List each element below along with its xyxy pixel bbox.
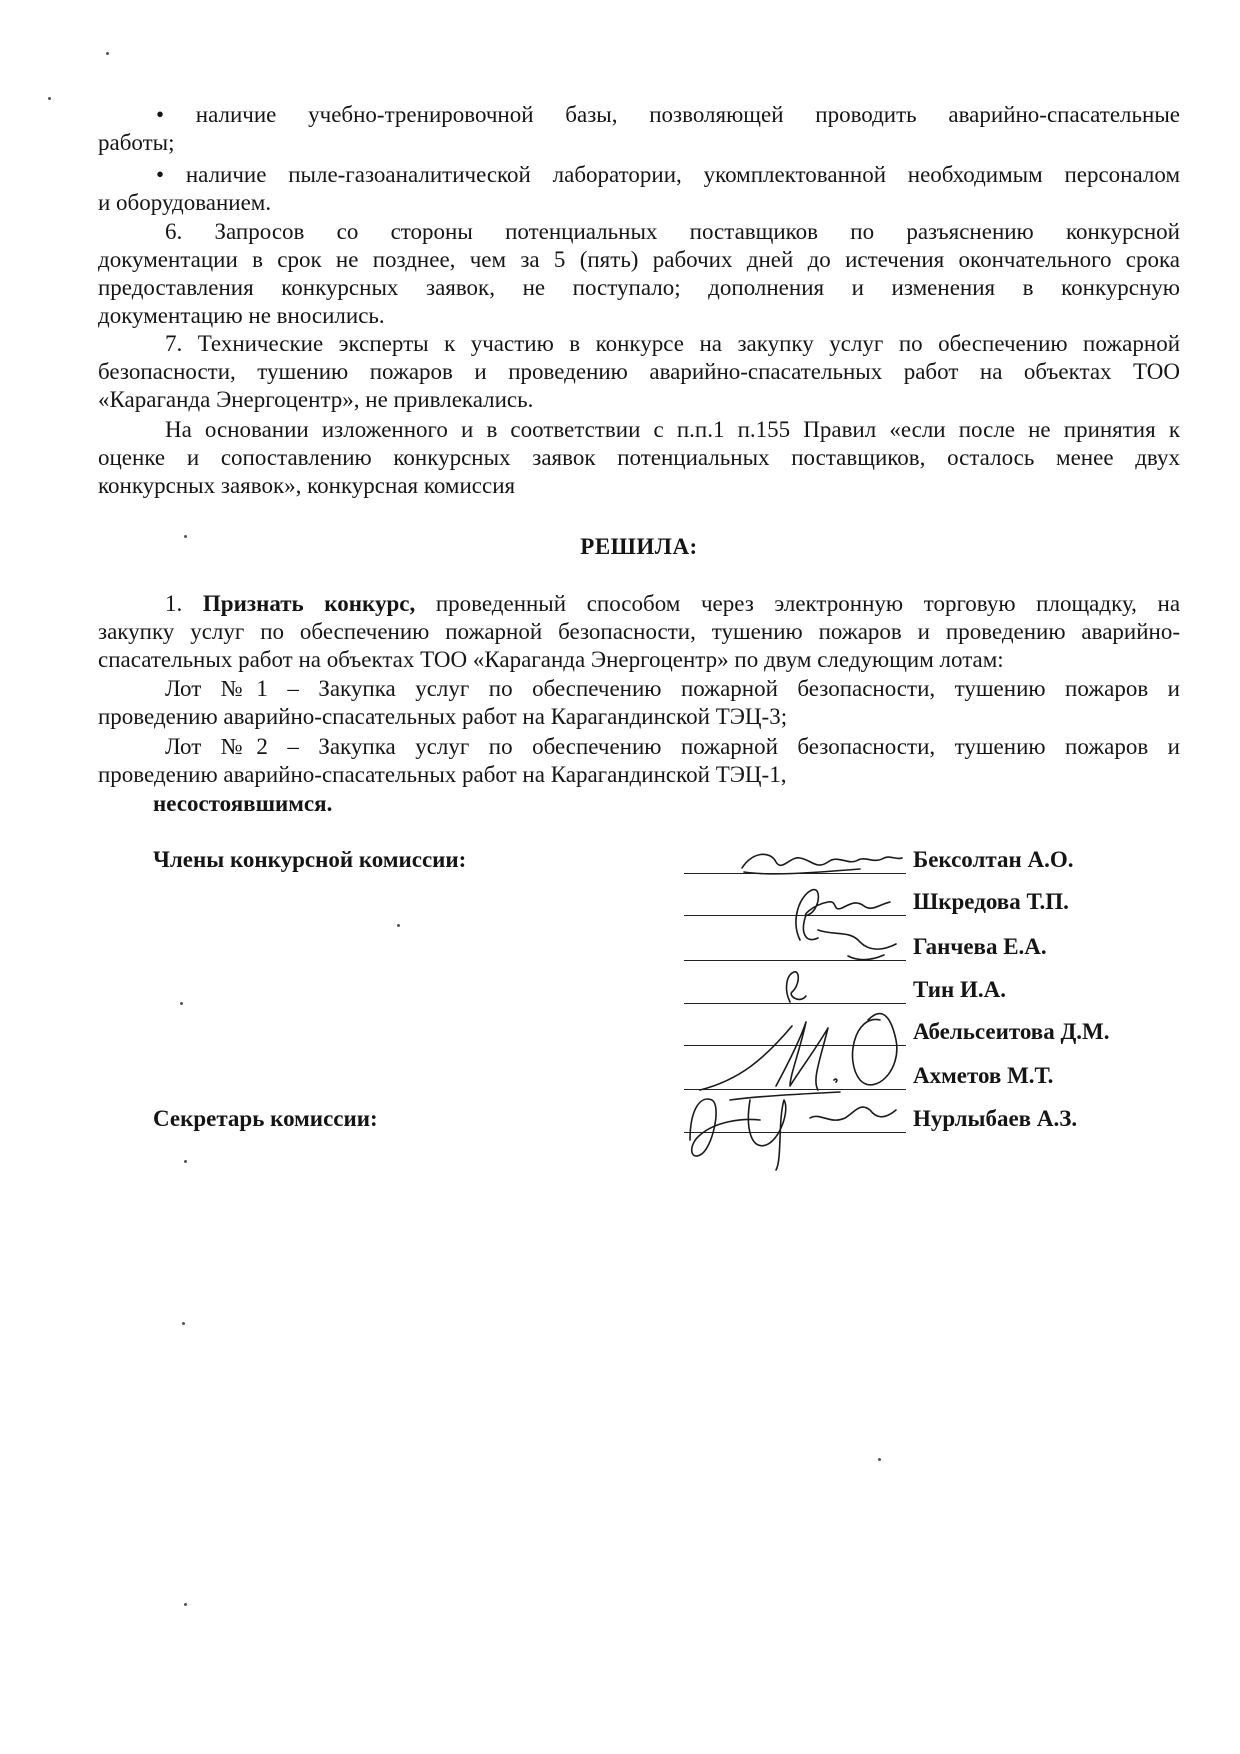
signatory-name: Тин И.А. xyxy=(913,977,1007,1002)
decision-first-line-rest: проведенный способом через электронную торговую площадку, на xyxy=(435,591,1181,616)
result-text: несостоявшимся. xyxy=(153,791,333,816)
scan-speck xyxy=(106,52,109,55)
signature-row xyxy=(684,933,1047,961)
paragraph-line: документации в срок не позднее, чем за 5 (пять) рабочих дней до истечения окончательного срока xyxy=(98,247,1180,272)
signature-row xyxy=(684,846,1073,874)
signature-line xyxy=(684,1110,906,1133)
decision-emphasis: Признать конкурс, xyxy=(202,591,416,616)
scan-speck xyxy=(878,1458,881,1461)
signature-row xyxy=(684,888,1069,916)
paragraph-line: предоставления конкурсных заявок, не поступало; дополнения и изменения в конкурсную xyxy=(98,275,1180,300)
signatory-name: Шкредова Т.П. xyxy=(913,889,1069,914)
paragraph-line: Лот №2 – Закупка услуг по обеспечению пожарной безопасности, тушению пожаров и xyxy=(165,734,1180,759)
paragraph-line: На основании изложенного и в соответствии с п.п.1 п.155 Правил «если после не принятия к xyxy=(165,417,1180,442)
signatory-name: Ахметов М.Т. xyxy=(913,1063,1054,1088)
paragraph-line: конкурсных заявок», конкурсная комиссия xyxy=(98,473,516,498)
paragraph-line: проведению аварийно-спасательных работ на Карагандинской ТЭЦ-3; xyxy=(98,704,788,729)
paragraph-line: • наличие учебно-тренировочной базы, позволяющей проводить аварийно-спасательные xyxy=(156,102,1180,127)
paragraph-line: 7. Технические эксперты к участию в конкурсе на закупку услуг по обеспечению пожарной xyxy=(165,331,1180,356)
paragraph-line: Лот №1 – Закупка услуг по обеспечению пожарной безопасности, тушению пожаров и xyxy=(165,676,1180,701)
scan-speck xyxy=(180,1002,183,1005)
signature-line xyxy=(684,1023,906,1046)
paragraph-line: «Караганда Энергоцентр», не привлекались. xyxy=(98,387,534,412)
numbered-paragraph-7 xyxy=(98,330,1180,414)
paragraph-line: спасательных работ на объектах ТОО «Караганда Энергоцентр» по двум следующим лотам: xyxy=(98,647,1004,672)
paragraph-line: документацию не вносились. xyxy=(98,303,385,328)
result-paragraph xyxy=(98,790,1180,818)
scan-speck xyxy=(182,1322,185,1325)
signature-line xyxy=(684,1067,906,1090)
signature-line xyxy=(684,938,906,961)
paragraph-line: проведению аварийно-спасательных работ на Карагандинской ТЭЦ-1, xyxy=(98,762,787,787)
signatory-name: Нурлыбаев А.З. xyxy=(913,1106,1078,1131)
scan-speck xyxy=(184,1603,187,1606)
decision-number: 1. xyxy=(165,591,183,616)
scan-speck xyxy=(184,1160,187,1163)
basis-paragraph xyxy=(98,416,1180,500)
signature-row xyxy=(684,1105,1077,1133)
signature-row xyxy=(684,1018,1110,1046)
paragraph-line xyxy=(98,590,1180,618)
lot-2-paragraph xyxy=(98,733,1180,789)
secretary-label: Секретарь комиссии: xyxy=(153,1106,378,1131)
signature-line xyxy=(684,981,906,1004)
paragraph-line: и оборудованием. xyxy=(98,190,272,215)
decision-heading: РЕШИЛА: xyxy=(580,534,698,559)
paragraph-line: • наличие пыле-газоаналитической лаборатории, укомплектованной необходимым персоналом xyxy=(156,162,1180,187)
signatory-name: Абельсеитова Д.М. xyxy=(913,1019,1110,1044)
paragraph-line: закупку услуг по обеспечению пожарной безопасности, тушению пожаров и проведению аварийно- xyxy=(98,619,1180,644)
paragraph-line: оценке и сопоставлению конкурсных заявок потенциальных поставщиков, осталось менее двух xyxy=(98,445,1180,470)
signatory-name: Ганчева Е.А. xyxy=(913,934,1047,959)
signature-line xyxy=(684,851,906,874)
lot-1-paragraph xyxy=(98,675,1180,731)
bullet-paragraph xyxy=(98,161,1180,217)
signature-row xyxy=(684,1062,1053,1090)
members-label: Члены конкурсной комиссии: xyxy=(153,847,467,872)
paragraph-line: работы; xyxy=(98,130,175,155)
signature-line xyxy=(684,893,906,916)
paragraph-line: 6. Запросов со стороны потенциальных поставщиков по разъяснению конкурсной xyxy=(165,219,1180,244)
signature-row xyxy=(684,976,1006,1004)
bullet-paragraph xyxy=(98,101,1180,157)
numbered-paragraph-6 xyxy=(98,218,1180,330)
paragraph-line: безопасности, тушению пожаров и проведению аварийно-спасательных работ на объектах ТОО xyxy=(98,359,1180,384)
scan-speck xyxy=(48,97,51,100)
signatory-name: Бексолтан А.О. xyxy=(913,847,1074,872)
decision-paragraph-1 xyxy=(98,590,1180,674)
scan-speck xyxy=(397,924,400,927)
